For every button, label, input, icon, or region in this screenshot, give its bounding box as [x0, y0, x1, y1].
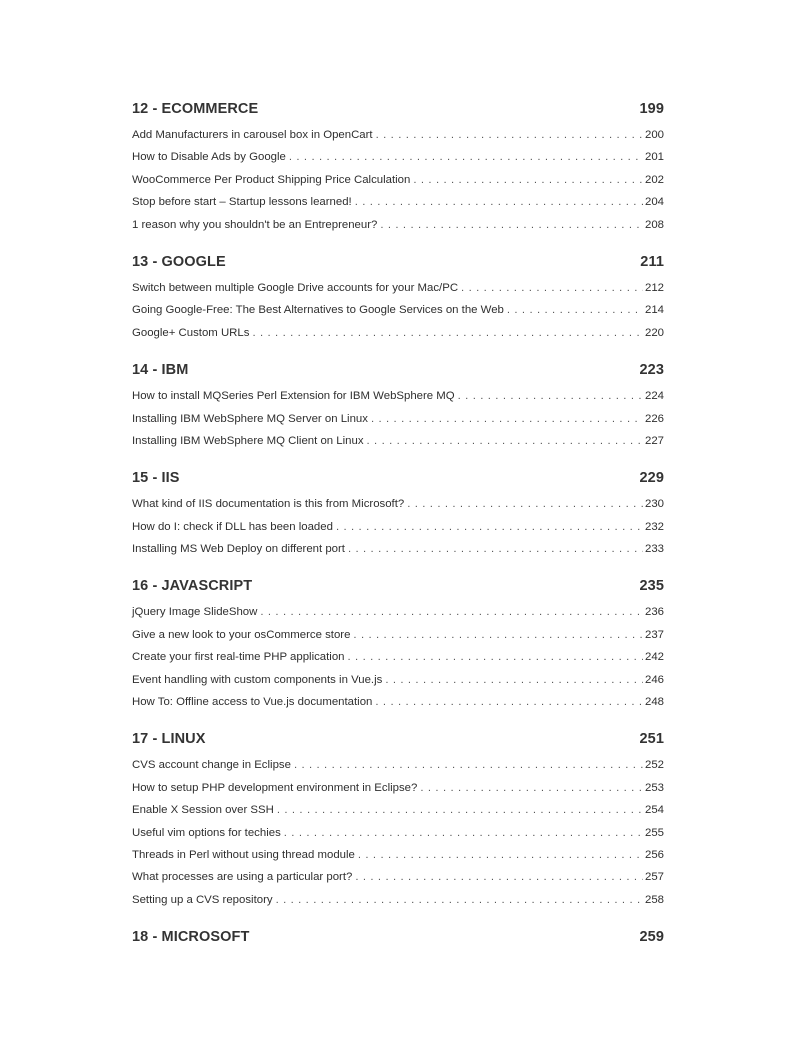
- chapter-title: 13 - GOOGLE: [132, 253, 226, 270]
- chapter-entry-list: [132, 759, 664, 916]
- chapter-section: [132, 470, 664, 565]
- toc-entry[interactable]: [132, 543, 664, 565]
- toc-entry-page-number: 242: [644, 651, 664, 664]
- toc-entry-title: CVS account change in Eclipse: [132, 759, 291, 772]
- toc-entry[interactable]: [132, 629, 664, 651]
- toc-entry-title: Event handling with custom components in Vue.js: [132, 673, 383, 686]
- toc-entry-page-number: 202: [644, 173, 664, 186]
- toc-entry[interactable]: [132, 174, 664, 196]
- chapter-heading[interactable]: [132, 929, 664, 951]
- chapter-page-number: 251: [639, 731, 664, 748]
- dot-leader: [355, 196, 643, 208]
- toc-entry-page-number: 253: [644, 781, 664, 794]
- toc-entry-title: jQuery Image SlideShow: [132, 606, 258, 619]
- toc-entry[interactable]: [132, 759, 664, 781]
- toc-entry[interactable]: [132, 782, 664, 804]
- toc-entry-title: How to Disable Ads by Google: [132, 151, 286, 164]
- table-of-contents: [132, 101, 664, 964]
- toc-entry[interactable]: [132, 196, 664, 218]
- chapter-title: 12 - ECOMMERCE: [132, 101, 259, 117]
- chapter-section: [132, 101, 664, 241]
- toc-entry[interactable]: [132, 413, 664, 435]
- toc-entry-page-number: 200: [644, 129, 664, 141]
- toc-entry-title: Installing MS Web Deploy on different port: [132, 543, 345, 556]
- dot-leader: [277, 804, 643, 816]
- toc-entry[interactable]: [132, 521, 664, 543]
- toc-entry-page-number: 257: [644, 871, 664, 884]
- toc-entry[interactable]: [132, 606, 664, 628]
- toc-entry-page-number: 248: [644, 696, 664, 709]
- toc-entry-title: 1 reason why you shouldn't be an Entrepreneur?: [132, 218, 378, 231]
- dot-leader: [336, 521, 643, 533]
- toc-entry-page-number: 208: [644, 218, 664, 231]
- toc-entry-title: Add Manufacturers in carousel box in OpenCart: [132, 129, 373, 141]
- dot-leader: [367, 435, 643, 447]
- dot-leader: [252, 327, 643, 339]
- toc-entry-page-number: 214: [644, 304, 664, 317]
- toc-entry[interactable]: [132, 696, 664, 718]
- toc-entry-title: Installing IBM WebSphere MQ Client on Linux: [132, 434, 364, 447]
- toc-entry-page-number: 204: [644, 196, 664, 209]
- toc-entry-title: What processes are using a particular port?: [132, 871, 353, 884]
- toc-entry[interactable]: [132, 435, 664, 457]
- toc-entry-title: How to install MQSeries Perl Extension for IBM WebSphere MQ: [132, 390, 455, 403]
- toc-entry-page-number: 232: [644, 520, 664, 533]
- toc-entry-title: Google+ Custom URLs: [132, 326, 250, 339]
- dot-leader: [385, 674, 643, 686]
- toc-entry-title: How to setup PHP development environment in Eclipse?: [132, 781, 418, 794]
- toc-entry-title: Enable X Session over SSH: [132, 804, 274, 817]
- chapter-section: [132, 362, 664, 457]
- dot-leader: [348, 651, 643, 663]
- toc-entry-page-number: 224: [644, 390, 664, 403]
- chapter-page-number: 235: [639, 578, 664, 595]
- toc-entry[interactable]: [132, 151, 664, 173]
- dot-leader: [284, 827, 643, 839]
- dot-leader: [420, 782, 643, 794]
- dot-leader: [376, 129, 643, 141]
- toc-entry-title: Create your first real-time PHP application: [132, 651, 345, 664]
- chapter-title: 16 - JAVASCRIPT: [132, 578, 253, 595]
- chapter-page-number: 199: [639, 101, 664, 117]
- dot-leader: [294, 759, 643, 771]
- toc-entry[interactable]: [132, 804, 664, 826]
- toc-entry-page-number: 220: [644, 326, 664, 339]
- chapter-section: [132, 578, 664, 718]
- chapter-page-number: 223: [639, 362, 664, 379]
- toc-entry[interactable]: [132, 827, 664, 849]
- chapter-heading[interactable]: [132, 254, 664, 276]
- toc-entry-page-number: 226: [644, 412, 664, 425]
- chapter-heading[interactable]: [132, 101, 664, 123]
- chapter-page-number: 211: [640, 253, 664, 270]
- toc-entry-page-number: 233: [644, 543, 664, 556]
- toc-entry[interactable]: [132, 129, 664, 151]
- chapter-title: 17 - LINUX: [132, 731, 206, 748]
- dot-leader: [380, 219, 643, 231]
- chapter-heading[interactable]: [132, 578, 664, 600]
- toc-entry-page-number: 246: [644, 673, 664, 686]
- chapter-heading[interactable]: [132, 362, 664, 384]
- toc-entry-page-number: 255: [644, 826, 664, 839]
- chapter-entry-list: [132, 129, 664, 241]
- dot-leader: [260, 606, 643, 618]
- toc-entry-page-number: 227: [644, 434, 664, 447]
- toc-entry[interactable]: [132, 674, 664, 696]
- toc-entry[interactable]: [132, 219, 664, 241]
- toc-entry-page-number: 254: [644, 804, 664, 817]
- toc-entry-title: Switch between multiple Google Drive accounts for your Mac/PC: [132, 281, 459, 294]
- dot-leader: [358, 849, 643, 861]
- dot-leader: [458, 390, 643, 402]
- chapter-entry-list: [132, 282, 664, 349]
- dot-leader: [413, 174, 643, 186]
- dot-leader: [276, 894, 643, 906]
- chapter-section: [132, 254, 664, 349]
- dot-leader: [507, 304, 643, 316]
- chapter-entry-list: [132, 390, 664, 457]
- chapter-heading[interactable]: [132, 470, 664, 492]
- dot-leader: [353, 629, 643, 641]
- chapter-page-number: 259: [639, 929, 664, 946]
- toc-entry[interactable]: [132, 894, 664, 916]
- dot-leader: [375, 696, 643, 708]
- toc-entry[interactable]: [132, 327, 664, 349]
- dot-leader: [371, 413, 643, 425]
- chapter-section: [132, 929, 664, 951]
- chapter-title: 14 - IBM: [132, 362, 189, 379]
- toc-entry[interactable]: [132, 651, 664, 673]
- toc-entry[interactable]: [132, 849, 664, 871]
- chapter-heading[interactable]: [132, 731, 664, 753]
- dot-leader: [461, 282, 643, 294]
- toc-entry-title: Going Google-Free: The Best Alternatives to Google Services on the Web: [132, 304, 504, 317]
- dot-leader: [289, 151, 643, 163]
- toc-entry-title: Useful vim options for techies: [132, 826, 281, 839]
- toc-entry-title: What kind of IIS documentation is this from Microsoft?: [132, 498, 405, 511]
- toc-entry[interactable]: [132, 390, 664, 412]
- toc-entry-title: Threads in Perl without using thread module: [132, 848, 355, 861]
- dot-leader: [407, 498, 643, 510]
- toc-entry-title: Stop before start – Startup lessons learned!: [132, 196, 352, 209]
- toc-entry-title: How To: Offline access to Vue.js documentation: [132, 696, 373, 709]
- toc-entry[interactable]: [132, 871, 664, 893]
- toc-entry-title: WooCommerce Per Product Shipping Price Calculation: [132, 173, 411, 186]
- chapter-page-number: 229: [639, 470, 664, 487]
- toc-entry-page-number: 237: [644, 628, 664, 641]
- toc-entry-title: Give a new look to your osCommerce store: [132, 628, 351, 641]
- dot-leader: [355, 871, 643, 883]
- chapter-title: 18 - MICROSOFT: [132, 929, 250, 946]
- dot-leader: [348, 543, 643, 555]
- chapter-title: 15 - IIS: [132, 470, 180, 487]
- toc-entry[interactable]: [132, 304, 664, 326]
- toc-entry-title: Setting up a CVS repository: [132, 893, 273, 906]
- chapter-entry-list: [132, 498, 664, 565]
- toc-entry[interactable]: [132, 498, 664, 520]
- toc-entry[interactable]: [132, 282, 664, 304]
- toc-entry-page-number: 230: [644, 498, 664, 511]
- toc-entry-page-number: 201: [644, 151, 664, 164]
- toc-entry-page-number: 236: [644, 606, 664, 619]
- toc-entry-page-number: 212: [644, 281, 664, 294]
- toc-entry-page-number: 256: [644, 848, 664, 861]
- toc-entry-page-number: 258: [644, 893, 664, 906]
- chapter-section: [132, 731, 664, 916]
- toc-entry-page-number: 252: [644, 759, 664, 772]
- chapter-entry-list: [132, 606, 664, 718]
- toc-entry-title: Installing IBM WebSphere MQ Server on Linux: [132, 412, 368, 425]
- toc-entry-title: How do I: check if DLL has been loaded: [132, 520, 333, 533]
